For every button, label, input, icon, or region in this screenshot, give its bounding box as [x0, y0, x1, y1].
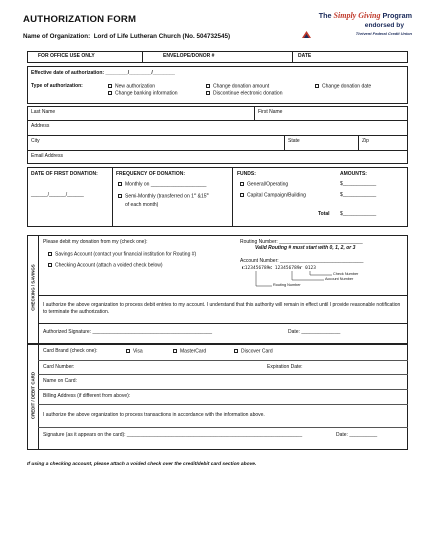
checkbox[interactable]: [48, 263, 52, 267]
address-field[interactable]: Address: [31, 123, 50, 129]
checking-signature-date-field[interactable]: Date: ______________: [288, 329, 341, 335]
brand-discover[interactable]: [234, 349, 273, 355]
checkbox[interactable]: [118, 194, 122, 198]
org-label: Name of Organization:: [23, 33, 91, 40]
logo-line-1: [319, 11, 412, 20]
option-discontinue[interactable]: [206, 91, 283, 97]
checkbox[interactable]: [206, 91, 210, 95]
option-label: &15: [196, 193, 207, 200]
checking-account-option[interactable]: [48, 263, 163, 269]
authorized-signature-field[interactable]: Authorized Signature: ___________________________________________: [43, 329, 213, 335]
option-label: Visa: [133, 348, 143, 355]
city-field[interactable]: City: [31, 138, 40, 144]
option-label: General/Operating: [247, 181, 289, 188]
account-number-field[interactable]: Account Number: ______________________________: [240, 258, 364, 264]
name-on-card-field[interactable]: Name on Card:: [43, 378, 77, 384]
checkbox[interactable]: [108, 91, 112, 95]
type-of-authorization-label: Type of authorization:: [31, 83, 83, 89]
frequency-monthly[interactable]: [118, 182, 206, 188]
option-change-amount[interactable]: [206, 84, 269, 90]
micr-line: ⑆123456789⑆ 123456789⑈ 0123: [242, 266, 317, 271]
expiration-date-field[interactable]: Expiration Date:: [267, 364, 303, 370]
routing-note: Valid Routing # must start with 0, 1, 2, or 3: [255, 245, 356, 251]
routing-number-field[interactable]: Routing Number: ______________________________: [240, 239, 363, 245]
option-label: Change donation date: [322, 83, 372, 90]
option-change-banking[interactable]: [108, 91, 178, 97]
checkbox[interactable]: [234, 349, 238, 353]
card-signature-date-field[interactable]: Date: __________: [336, 432, 378, 438]
option-label: Discontinue electronic donation: [213, 90, 283, 97]
frequency-label: FREQUENCY OF DONATION:: [116, 171, 185, 177]
checkbox[interactable]: [173, 349, 177, 353]
option-label: Checking Account (attach a voided check below): [55, 262, 163, 269]
checkbox[interactable]: [48, 252, 52, 256]
semi-monthly-line-2: of each month): [125, 202, 159, 208]
logo-line-3: Thrivent Federal Credit Union: [355, 31, 412, 36]
brand-visa[interactable]: [126, 349, 143, 355]
logo-brand: Simply Giving: [333, 11, 381, 20]
email-field[interactable]: Email Address: [31, 153, 63, 159]
first-name-field[interactable]: First Name: [258, 109, 283, 115]
option-label: New authorization: [115, 83, 156, 90]
fund-capital[interactable]: [240, 193, 306, 199]
checkbox[interactable]: [240, 193, 244, 197]
first-donation-date-field[interactable]: ______/______/______: [31, 192, 84, 198]
amounts-label: AMOUNTS:: [340, 171, 367, 177]
card-authorization-text: I authorize the above organization to process transactions in accordance with the information above.: [43, 412, 265, 418]
checkbox[interactable]: [315, 84, 319, 88]
account-number-caption: Account Number: [325, 277, 354, 281]
fund-general[interactable]: [240, 182, 288, 188]
funds-label: FUNDS:: [237, 171, 256, 177]
envelope-label: ENVELOPE/DONOR #: [163, 53, 215, 59]
option-change-date[interactable]: [315, 84, 371, 90]
credit-debit-side-label: CREDIT / DEBIT CARD: [30, 372, 36, 420]
office-date-label: DATE: [298, 53, 312, 59]
organization-line: [23, 33, 230, 40]
total-amount-field[interactable]: $____________: [340, 211, 377, 217]
logo-prefix: The: [318, 11, 332, 20]
routing-number-caption: Routing Number: [273, 283, 301, 287]
effective-date-label: Effective date of authorization: ________/________/________: [31, 70, 175, 76]
option-label: Savings Account (contact your financial institution for Routing #): [55, 251, 197, 258]
checkbox[interactable]: [118, 182, 122, 186]
option-label: MasterCard: [180, 348, 207, 355]
logo-suffix: Program: [382, 11, 412, 20]
option-label: Semi-Monthly (transferred on 1: [125, 193, 194, 200]
card-signature-field[interactable]: Signature (as it appears on the card): _______________________________________________________________: [43, 432, 303, 438]
office-use-label: FOR OFFICE USE ONLY: [38, 53, 95, 59]
amount-capital-field[interactable]: $____________: [340, 192, 377, 198]
card-number-field[interactable]: Card Number:: [43, 364, 75, 370]
option-label: Change donation amount: [213, 83, 270, 90]
state-field[interactable]: State: [288, 138, 300, 144]
logo-line-2: endorsed by: [364, 22, 404, 29]
checkbox[interactable]: [206, 84, 210, 88]
option-new-authorization[interactable]: [108, 84, 155, 90]
simply-giving-logo: [296, 11, 412, 43]
brand-mastercard[interactable]: [173, 349, 206, 355]
option-label: Monthly on ____________________: [125, 181, 207, 188]
superscript: th: [206, 192, 210, 196]
footer-note: If using a checking account, please attach a voided check over the credit/debit card section above.: [27, 462, 257, 467]
option-label: Discover Card: [241, 348, 273, 355]
total-label: Total: [318, 211, 330, 217]
superscript: st: [193, 192, 197, 196]
billing-address-field[interactable]: Billing Address (if different from above):: [43, 393, 131, 399]
card-brand-label: Card Brand (check one):: [43, 348, 98, 354]
thrivent-logo-icon: [302, 31, 311, 38]
checkbox[interactable]: [126, 349, 130, 353]
option-label: Change banking information: [115, 90, 178, 97]
first-donation-label: DATE OF FIRST DONATION:: [31, 171, 98, 177]
checking-savings-side-label: CHECKING / SAVINGS: [30, 264, 36, 311]
savings-account-option[interactable]: [48, 252, 196, 258]
org-value: Lord of Life Lutheran Church (No. 504732545): [93, 33, 231, 40]
debit-from-label: Please debit my donation from my (check one):: [43, 239, 148, 245]
frequency-semi-monthly[interactable]: [118, 193, 209, 200]
last-name-field[interactable]: Last Name: [31, 109, 56, 115]
form-title: AUTHORIZATION FORM: [23, 14, 137, 25]
checking-authorization-text: I authorize the above organization to process debit entries to my account. I understand that this authority will remain in effect until I provide reasonable notification to terminate the authorization.: [43, 302, 401, 315]
amount-general-field[interactable]: $____________: [340, 181, 377, 187]
checkbox[interactable]: [240, 182, 244, 186]
option-label: Capital Campaign/Building: [247, 192, 306, 199]
checkbox[interactable]: [108, 84, 112, 88]
zip-field[interactable]: Zip: [362, 138, 369, 144]
check-number-caption: Check Number: [333, 272, 359, 276]
